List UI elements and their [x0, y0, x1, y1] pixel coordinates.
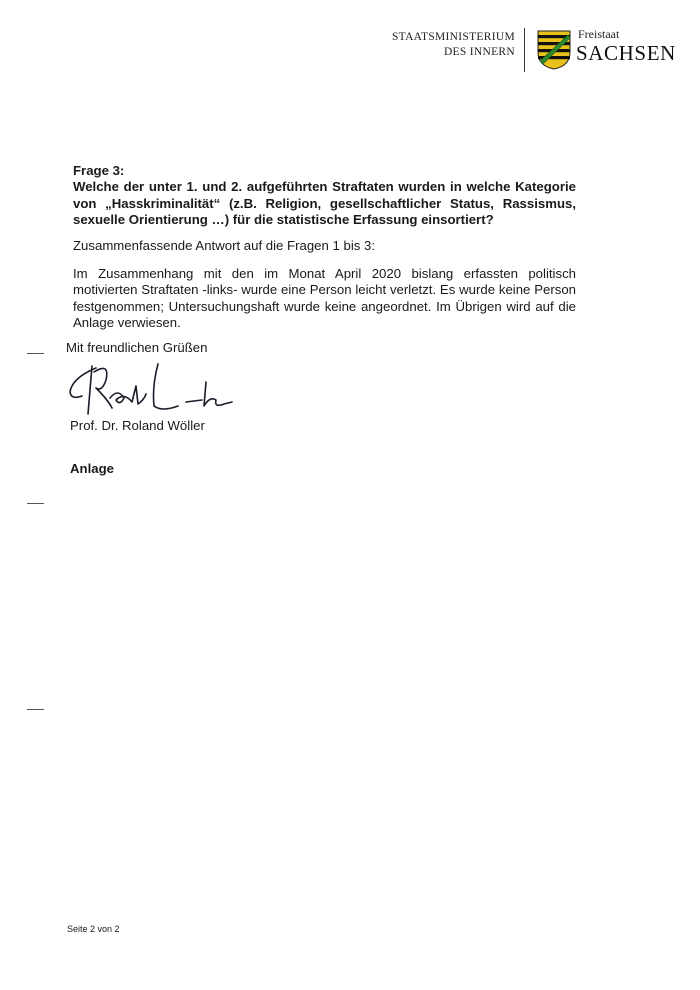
ministry-name — [392, 30, 515, 60]
ministry-line-1: STAATSMINISTERIUM — [391, 31, 515, 43]
saxony-coat-of-arms-icon — [537, 30, 571, 70]
attachment-label: Anlage — [70, 461, 114, 476]
punch-mark — [27, 503, 44, 504]
signer-name: Prof. Dr. Roland Wöller — [70, 418, 205, 433]
summary-heading: Zusammenfassende Antwort auf die Fragen 1 bis 3: — [73, 238, 376, 253]
answer-text: Im Zusammenhang mit den im Monat April 2020 bislang erfassten politisch motivierten Straftaten -links- wurde eine Person leicht verletzt. Es wurde keine Person festgenommen; Untersuchungshaft wurde keine angeordnet. Im Übrigen wird auf die Anlage verwiesen. — [73, 266, 576, 331]
ministry-line-2: DES INNERN — [443, 46, 515, 58]
closing-greeting: Mit freundlichen Grüßen — [66, 340, 208, 355]
fold-mark — [27, 353, 44, 354]
fold-mark — [27, 709, 44, 710]
question-label: Frage 3: — [73, 163, 125, 178]
state-name-big: SACHSEN — [576, 41, 676, 65]
page-number: Seite 2 von 2 — [67, 924, 120, 934]
letterhead — [0, 26, 700, 76]
state-name-small: Freistaat — [578, 27, 620, 41]
handwritten-signature — [66, 356, 236, 418]
question-text: Welche der unter 1. und 2. aufgeführten Straftaten wurden in welche Kategorie von „Hasskriminalität“ (z.B. Religion, gesellschaftlicher Status, Rassismus, sexuelle Orientierung …) für die statistische Erfassung einsortiert? — [73, 179, 576, 228]
question-block — [73, 163, 576, 229]
letterhead-divider — [524, 28, 525, 72]
